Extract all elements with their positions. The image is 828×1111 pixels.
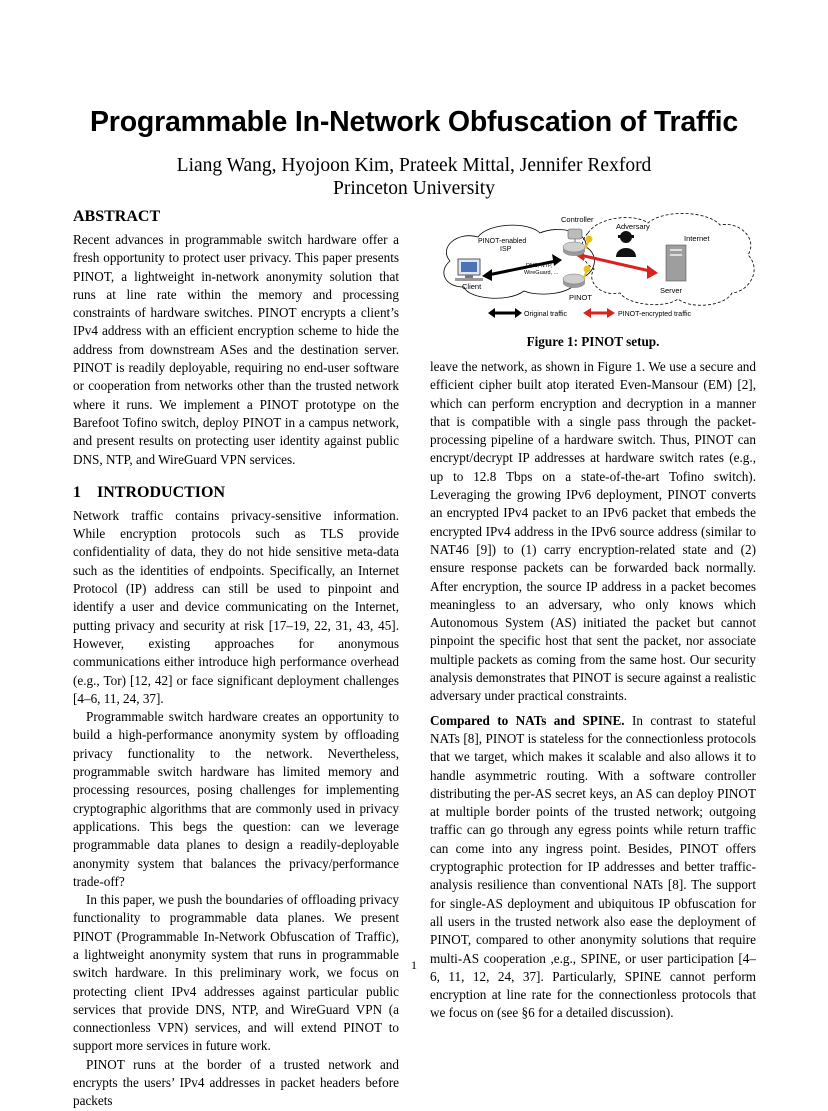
runin-heading: Compared to NATs and SPINE.: [430, 712, 625, 728]
legend-encrypted-arrow: [583, 308, 615, 318]
label-services-line1: DNS, NTP,: [526, 263, 553, 269]
page-number: 1: [411, 958, 417, 972]
right-column: [430, 358, 756, 1023]
label-pinot: PINOT: [569, 293, 592, 302]
abstract-text: Recent advances in programmable switch hardware offer a fresh opportunity to protect user privacy. This paper presents PINOT, a lightweight in-network anonymity solution that runs at line rate within the memory and processing constraints of hardware switches. PINOT encrypts a client’s IPv4 address with an efficient encryption scheme to hide the address from downstream ASes and the destination server. PINOT is readily deployable, requiring no end-user software or cooperation from networks other than the trusted network where it runs. We implement a PINOT prototype on the Barefoot Tofino switch, deploy PINOT in a campus network, and present results on protecting user identity against public DNS, NTP, and WireGuard VPN services.: [73, 232, 399, 467]
label-isp-line2: ISP: [500, 246, 512, 253]
label-controller: Controller: [561, 215, 594, 224]
intro-paragraph-1: Network traffic contains privacy-sensitive information. While encryption protocols such as TLS provide confidentiality of data, they do not hide sensitive meta-data such as the identities of endpoints. Specifically, an Internet Protocol (IP) address can still be used to pinpoint and identify a user and device communicating on the Internet, putting privacy and security at risk [17–19, 22, 31, 43, 45]. However, existing approaches for anonymous communications either introduce high performance overhead (e.g., Tor) [12, 42] or face significant deployment challenges [4–6, 11, 24, 37].: [73, 507, 399, 706]
intro-paragraph-2: Programmable switch hardware creates an opportunity to build a high-performance anonymity system by offloading privacy functionality to the network. Nevertheless, programmable switch hardware has limited memory and processing resources, posing challenges for implementing cryptographic algorithms that are commonly used in privacy applications. This begs the question: can we leverage programmable data planes to design a readily-deployable anonymity system that balances the privacy/performance trade-off?: [73, 709, 399, 889]
paragraph-body: In contrast to stateful NATs [8], PINOT is stateless for the connectionless protocols that we target, which makes it scalable and also allows it to handle asymmetric routing. With a software controller distributing the per-AS secret keys, an AS can deploy PINOT at multiple border points of the trusted network; outgoing traffic can go through any egress points while return traffic can come into any ingress point. Besides, PINOT offers cryptographic protection for IP addresses and better traffic-analysis resilience than conventional NATs [8]. The support for single-AS deployment and ubiquitous IP obfuscation for all users in the trusted network also ease the deployment of PINOT, compared to other anonymity solutions that require multi-AS cooperation ,e.g., SPINE, or user participation [4–6, 11, 12, 24, 37]. Particularly, SPINE cannot perform encryption at line rate for the connectionless protocols that we focus on (see §6 for a detailed discussion).: [430, 712, 756, 1021]
arrow-head-left: [482, 269, 492, 281]
author-block: [0, 154, 828, 200]
label-client: Client: [462, 282, 482, 291]
figure-caption: Figure 1: PINOT setup.: [526, 334, 660, 349]
intro-paragraph-3: In this paper, we push the boundaries of offloading privacy functionality to programmable data planes. We present PINOT (Programmable In-Network Obfuscation of Traffic), a lightweight anonymity system that runs in programmable switch hardware. In this preliminary work, we focus on protecting client IPv4 addresses against particular public services that provide DNS, NTP, and WireGuard VPN (a connectionless VPN) services, and will extend PINOT to support more services in future work.: [73, 892, 399, 1054]
figure-pinot-setup: [428, 209, 758, 324]
switch-icon-upper: [563, 242, 585, 256]
label-services-line2: WireGuard, ...: [524, 270, 559, 276]
label-internet: Internet: [684, 234, 710, 243]
red-arrow-head-right: [647, 265, 658, 279]
intro-paragraph-4: PINOT runs at the border of a trusted network and encrypts the users’ IPv4 addresses in packet headers before packets: [73, 1056, 399, 1109]
paper-title: Programmable In-Network Obfuscation of Traffic: [90, 106, 738, 138]
section-number: 1: [73, 483, 81, 501]
client-icon: [455, 259, 483, 281]
figure-diagram: [428, 209, 758, 324]
server-icon: [666, 245, 686, 281]
label-server: Server: [660, 286, 683, 295]
intro-paragraph-6: [430, 712, 756, 1023]
legend-original-arrow: [488, 308, 522, 318]
intro-paragraph-5: leave the network, as shown in Figure 1. We use a secure and efficient cipher built atop iterated Even-Mansour (EM) [2], which can perform encryption and decryption in a manner that is compatible with a single pass through the packet-processing pipeline of a hardware switch. Thus, PINOT can encrypt/decrypt IP addresses at hardware switch rates (e.g., up to 12.8 Tbps on a state-of-the-art Tofino switch). Leveraging the growing IPv6 deployment, PINOT converts an encrypted IPv4 packet to an IPv6 packet that embeds the encrypted IPv4 address in the IPv6 source address (similar to NAT46 [9]) to (1) carry encryption-related state and (2) ensure response packets can be forwarded back normally. After encryption, the source IP address in a packet becomes meaningless to an adversary, who only knows which Autonomous System (AS) initiated the packet but cannot pinpoint the specific host that sent the packet, nor associate multiple packets as coming from the same host. Our security analysis demonstrates that PINOT is secure against a realistic adversary under practical constraints.: [430, 359, 756, 704]
arrow-head-right: [552, 254, 562, 266]
adversary-icon: [616, 231, 636, 257]
legend-original-label: Original traffic: [524, 311, 568, 318]
intro-heading: [73, 483, 399, 503]
label-isp-line1: PINOT-enabled: [478, 238, 527, 245]
section-title: INTRODUCTION: [97, 483, 226, 501]
affiliation: Princeton University: [333, 178, 495, 199]
label-adversary: Adversary: [616, 222, 650, 231]
author-list: Liang Wang, Hyojoon Kim, Prateek Mittal, Jennifer Rexford: [176, 155, 652, 176]
left-column: [73, 207, 399, 1111]
legend-encrypted-label: PINOT-encrypted traffic: [618, 311, 692, 318]
encrypted-traffic-arrow: [580, 255, 650, 271]
switch-icon-lower: [563, 274, 585, 288]
abstract-heading: ABSTRACT: [73, 208, 161, 225]
